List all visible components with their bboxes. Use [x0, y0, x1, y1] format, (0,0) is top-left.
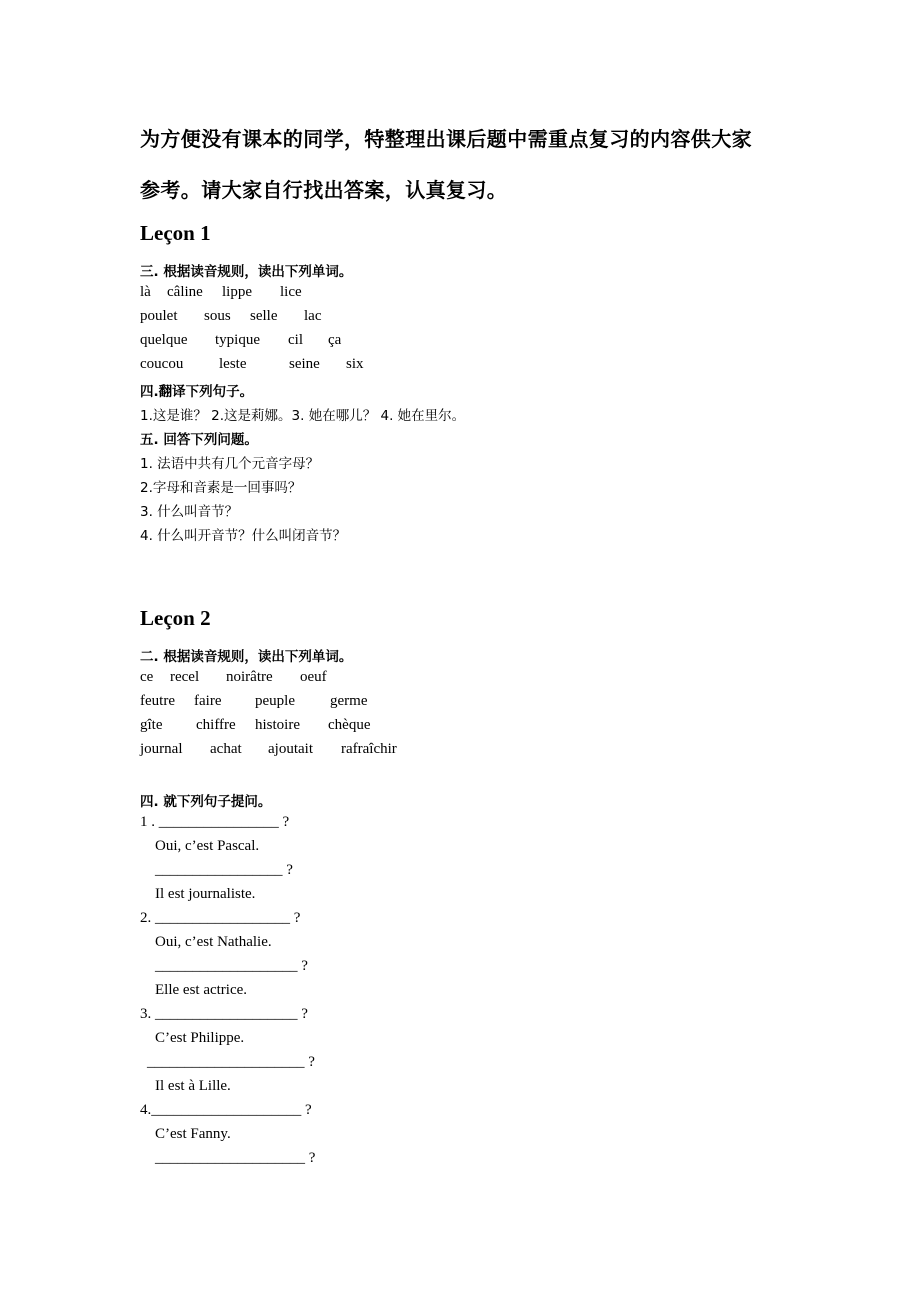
word: ce — [140, 669, 154, 685]
lesson-1-question-2: 2.字母和音素是一回事吗？ — [140, 480, 302, 496]
word: sous — [204, 308, 231, 324]
word: quelque — [140, 332, 188, 348]
word: histoire — [255, 717, 300, 733]
word: noirâtre — [226, 669, 273, 685]
word: ajoutait — [268, 741, 313, 757]
word: chiffre — [196, 717, 236, 733]
lesson-1-translate-line: 1.这是谁？ 2.这是莉娜。3. 她在哪儿？ 4. 她在里尔。 — [140, 408, 466, 424]
word: selle — [250, 308, 278, 324]
lesson-2-section-2-title: 二. 根据读音规则，读出下列单词。 — [140, 649, 353, 665]
exercise-line: ___________________ ? — [155, 958, 308, 974]
exercise-line: Oui, c’est Nathalie. — [155, 934, 272, 950]
word: germe — [330, 693, 368, 709]
exercise-line: 2. __________________ ? — [140, 910, 301, 926]
exercise-line: 4.____________________ ? — [140, 1102, 312, 1118]
lesson-2-title: Leçon 2 — [140, 606, 211, 630]
lesson-2-section-4-title: 四. 就下列句子提问。 — [140, 794, 272, 810]
exercise-line: 1 . ________________ ? — [140, 814, 290, 830]
word: chèque — [328, 717, 371, 733]
exercise-line: Il est à Lille. — [155, 1078, 231, 1094]
word: faire — [194, 693, 222, 709]
word: typique — [215, 332, 260, 348]
lesson-1-question-4: 4. 什么叫开音节？什么叫闭音节？ — [140, 528, 347, 544]
exercise-line: Oui, c’est Pascal. — [155, 838, 260, 854]
exercise-line: Elle est actrice. — [155, 982, 248, 998]
word: journal — [140, 741, 183, 757]
exercise-line: _____________________ ? — [147, 1054, 315, 1070]
intro-line-1: 为方便没有课本的同学，特整理出课后题中需重点复习的内容供大家 — [140, 127, 752, 151]
word: oeuf — [300, 669, 327, 685]
exercise-line: Il est journaliste. — [155, 886, 256, 902]
word: lice — [280, 284, 302, 300]
word: cil — [288, 332, 303, 348]
word: gîte — [140, 717, 163, 733]
word: poulet — [140, 308, 178, 324]
word: achat — [210, 741, 242, 757]
word: câline — [167, 284, 203, 300]
word: six — [346, 356, 364, 372]
lesson-1-section-3-title: 三. 根据读音规则，读出下列单词。 — [140, 264, 353, 280]
word: lippe — [222, 284, 252, 300]
word: coucou — [140, 356, 184, 372]
word: leste — [219, 356, 247, 372]
exercise-line: _________________ ? — [155, 862, 293, 878]
lesson-1-title: Leçon 1 — [140, 221, 211, 245]
lesson-1-question-1: 1. 法语中共有几个元音字母？ — [140, 456, 320, 472]
word: seine — [289, 356, 320, 372]
word: feutre — [140, 693, 175, 709]
intro-line-2: 参考。请大家自行找出答案，认真复习。 — [140, 178, 508, 202]
word: rafraîchir — [341, 741, 397, 757]
word: là — [140, 284, 151, 300]
lesson-1-section-5-title: 五. 回答下列问题。 — [140, 432, 258, 448]
exercise-line: ____________________ ? — [155, 1150, 316, 1166]
word: lac — [304, 308, 322, 324]
word: recel — [170, 669, 200, 685]
lesson-1-question-3: 3. 什么叫音节？ — [140, 504, 239, 520]
exercise-line: C’est Fanny. — [155, 1126, 231, 1142]
word: peuple — [255, 693, 295, 709]
exercise-line: 3. ___________________ ? — [140, 1006, 308, 1022]
word: ça — [328, 332, 342, 348]
lesson-1-section-4-title: 四.翻译下列句子。 — [140, 384, 254, 400]
exercise-line: C’est Philippe. — [155, 1030, 245, 1046]
